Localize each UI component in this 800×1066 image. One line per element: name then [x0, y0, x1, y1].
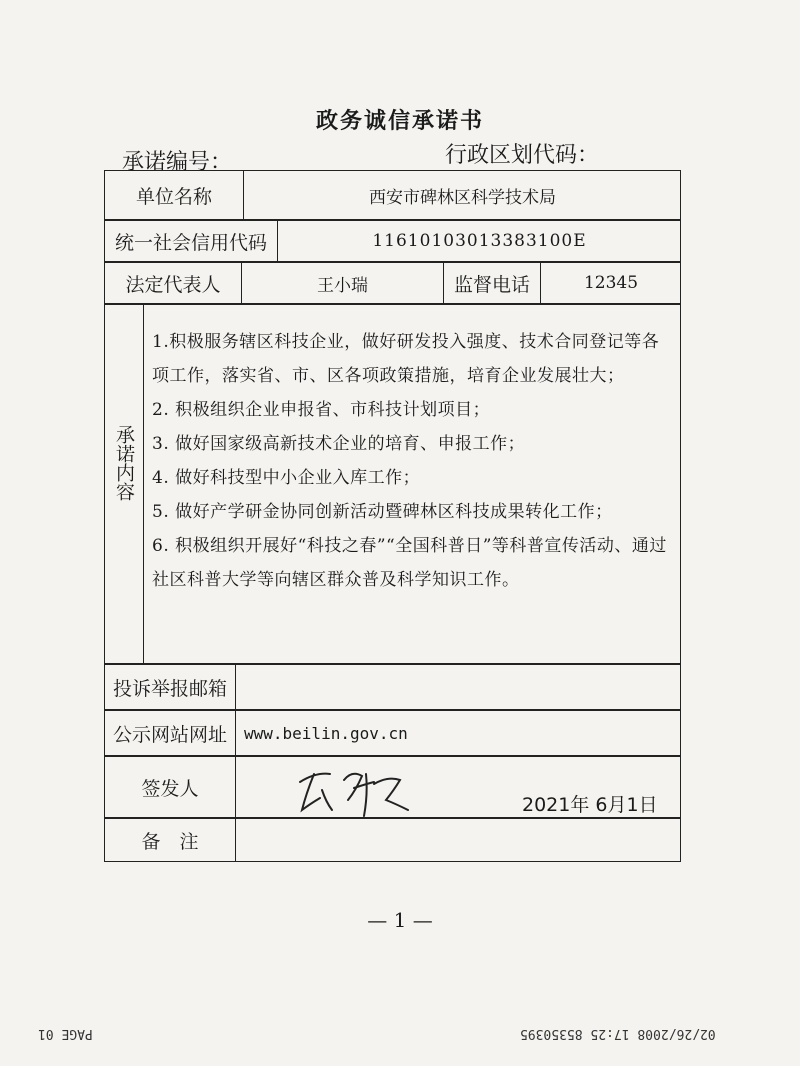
content-item: 4. 做好科技型中小企业入库工作；	[152, 468, 421, 488]
phone-label: 监督电话	[453, 273, 530, 296]
remark-label: 备 注	[141, 830, 199, 853]
district-code-label: 行政区划代码：	[445, 143, 600, 168]
page-number: — 1 —	[367, 908, 433, 932]
website-label: 公示网站网址	[112, 723, 227, 746]
legal-rep-label: 法定代表人	[125, 273, 221, 296]
website-value: www.beilin.gov.cn	[244, 723, 408, 743]
complaint-email-label: 投诉举报邮箱	[112, 677, 227, 700]
content-label-text: 承诺内容	[113, 425, 135, 501]
commitment-number-label: 承诺编号：	[122, 150, 233, 175]
content-item: 2. 积极组织企业申报省、市科技计划项目；	[152, 400, 491, 420]
content-item: 3. 做好国家级高新技术企业的培育、申报工作；	[152, 434, 526, 454]
commitment-content	[152, 325, 672, 597]
unit-name-value: 西安市碑林区科学技术局	[369, 187, 556, 208]
unit-name-label: 单位名称	[135, 185, 212, 208]
phone-value: 12345	[583, 273, 639, 293]
credit-code-label: 统一社会信用代码	[114, 231, 267, 254]
remark-value	[244, 818, 674, 862]
fax-page-label: PAGE 01	[38, 1026, 93, 1041]
content-label	[104, 425, 144, 501]
signer-label: 签发人	[141, 777, 199, 800]
sign-date: 2021年 6月1日	[522, 794, 658, 816]
credit-code-value: 11610103013383100E	[372, 231, 587, 251]
handwritten-signature	[296, 760, 416, 820]
complaint-email-value	[244, 664, 674, 710]
content-item: 6. 积极组织开展好“科技之春”“全国科普日”等科普宣传活动、通过社区科普大学等向辖区群众普及科学知识工作。	[152, 536, 667, 590]
content-item: 5. 做好产学研金协同创新活动暨碑林区科技成果转化工作；	[152, 502, 613, 522]
legal-rep-value: 王小瑞	[317, 275, 368, 296]
fax-header-line: 02/26/2008 17:25 85350395	[520, 1026, 716, 1041]
content-item: 1.积极服务辖区科技企业，做好研发投入强度、技术合同登记等各项工作，落实省、市、区各项政策措施，培育企业发展壮大；	[152, 332, 660, 386]
document-title: 政务诚信承诺书	[315, 108, 484, 134]
